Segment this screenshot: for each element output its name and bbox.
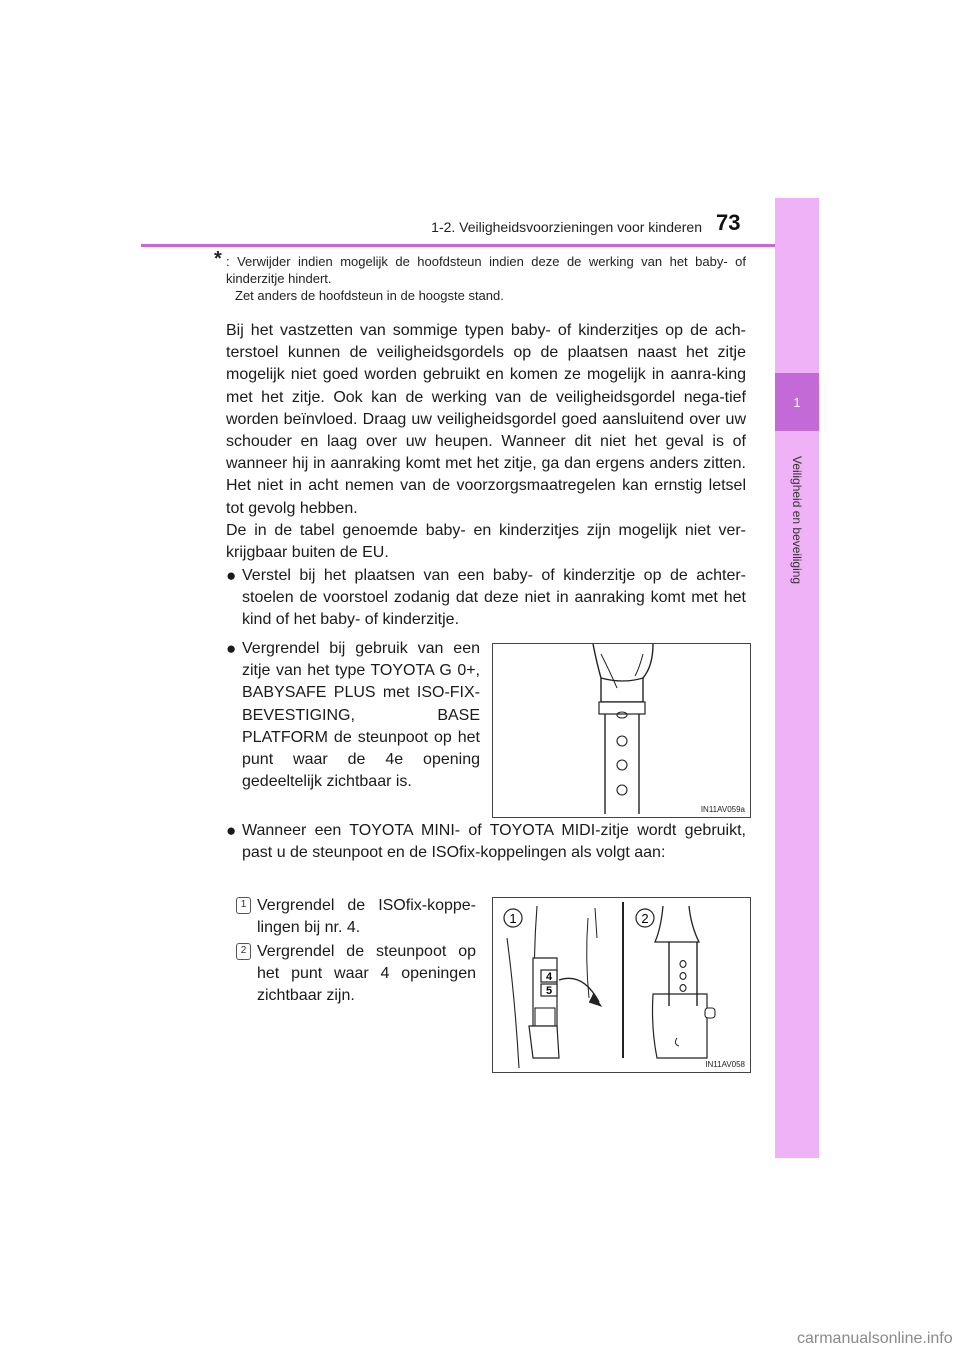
- footnote-marker: *: [214, 248, 222, 270]
- step-text-2: Vergrendel de steunpoot op het punt waar 4 openingen zichtbaar zijn.: [257, 943, 476, 1005]
- step-number-1: 1: [236, 897, 251, 914]
- step-item-1: [236, 895, 476, 939]
- bullet-text-2: Vergrendel bij gebruik van een zitje van het type TOYOTA G 0+, BABYSAFE PLUS met ISO-FIX-BEVESTIGING, BASE PLATFORM de steunpoot op het punt waar de 4e opening gedeeltelijk zichtbaar is.: [242, 640, 480, 791]
- figure-id-1: IN11AV059a: [700, 805, 745, 814]
- bullet-icon: ●: [226, 566, 237, 585]
- footnote: [214, 248, 746, 304]
- step-item-2: [236, 941, 476, 1008]
- page-number: 73: [716, 210, 741, 235]
- isofix-number-4: 4: [545, 971, 553, 983]
- bullet-text-3: Wanneer een TOYOTA MINI- of TOYOTA MIDI-zitje wordt gebruikt, past u de steunpoot en de ISOfix-koppelingen als volgt aan:: [242, 822, 746, 862]
- bullet-text-1: Verstel bij het plaatsen van een baby- of kinderzitje op de achter-stoelen de voorstoel zodanig dat deze niet in aanraking komt met het kind of het baby- of kinderzitje.: [242, 567, 746, 629]
- figure-id-2: IN11AV058: [705, 1060, 745, 1069]
- support-leg-illustration: [493, 644, 750, 817]
- step-number-2: 2: [236, 943, 251, 960]
- body-paragraph-2: De in de tabel genoemde baby- en kinderzitjes zijn mogelijk niet ver-krijgbaar buiten de EU.: [226, 522, 746, 562]
- figure-support-leg: [492, 643, 751, 818]
- chapter-number-box: [775, 373, 819, 431]
- header-divider: [141, 244, 819, 247]
- figure-isofix-and-leg: [492, 897, 751, 1073]
- footnote-line-2: Zet anders de hoofdsteun in de hoogste stand.: [235, 288, 504, 303]
- chapter-title: Veiligheid en beveiliging: [790, 455, 804, 585]
- bullet-item-3: [226, 820, 746, 864]
- bullet-icon: ●: [226, 639, 237, 658]
- callout-2-label: 2: [641, 911, 649, 926]
- section-title: 1-2. Veiligheidsvoorzieningen voor kinderen: [431, 219, 702, 235]
- bullet-icon: ●: [226, 821, 237, 840]
- step-text-1: Vergrendel de ISOfix-koppe-lingen bij nr. 4.: [257, 897, 476, 937]
- bullet-item-1: [226, 565, 746, 632]
- chapter-number: 1: [793, 394, 801, 410]
- isofix-number-5: 5: [545, 985, 553, 997]
- chapter-side-tab: [775, 198, 819, 1158]
- body-paragraph-1: Bij het vastzetten van sommige typen baby- of kinderzitjes op de ach-terstoel kunnen de veiligheidsgordels op de plaatsen naast het zitje mogelijk niet goed worden gebruikt en komen ze mogelijk in aanra-king met het zitje. Ook kan de werking van de veiligheidsgordel nega-tief worden beïnvloed. Draag uw veiligheidsgordel goed aansluitend over uw schouder en laag over uw heupen. Wanneer dit niet het geval is of wanneer hij in aanraking komt met het zitje, ga dan ergens anders zitten. Het niet in acht nemen van de voorzorgsmaatregelen kan ernstig letsel tot gevolg hebben.: [226, 322, 746, 517]
- callout-1-label: 1: [509, 911, 517, 926]
- bullet-item-2: [226, 638, 480, 793]
- isofix-leg-illustration: [493, 898, 750, 1072]
- chapter-title-container: [775, 440, 819, 600]
- footnote-line-1: : Verwijder indien mogelijk de hoofdsteun indien deze de werking van het baby- of kinderzitje hindert.: [226, 254, 746, 286]
- watermark: carmanualsonline.info: [797, 1330, 953, 1347]
